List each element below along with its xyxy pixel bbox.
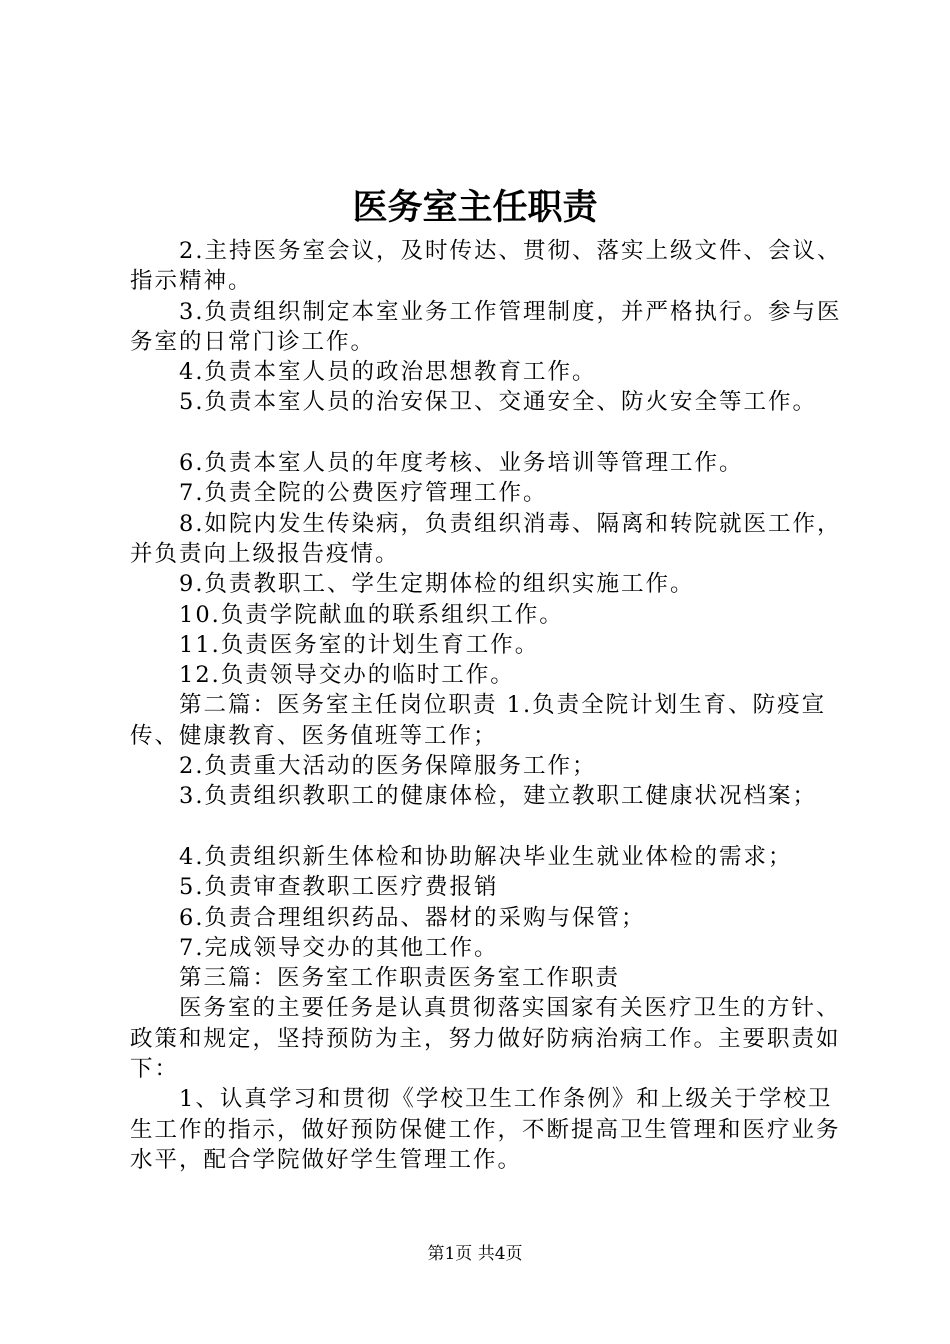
paragraph: 8.如院内发生传染病，负责组织消毒、隔离和转院就医工作，并负责向上级报告疫情。 [130, 510, 842, 567]
paragraph: 2.主持医务室会议，及时传达、贯彻、落实上级文件、会议、指示精神。 [130, 238, 842, 295]
paragraph: 7.完成领导交办的其他工作。 [179, 934, 499, 961]
paragraph: 10.负责学院献血的联系组织工作。 [179, 601, 564, 628]
paragraph: 11.负责医务室的计划生育工作。 [179, 631, 540, 658]
paragraph: 3.负责组织教职工的健康体检，建立教职工健康状况档案； [179, 783, 817, 810]
paragraph: 4.负责本室人员的政治思想教育工作。 [179, 359, 597, 386]
section-heading-3: 第三篇：医务室工作职责医务室工作职责 [179, 965, 621, 992]
paragraph: 6.负责本室人员的年度考核、业务培训等管理工作。 [179, 450, 744, 477]
paragraph: 6.负责合理组织药品、器材的采购与保管； [179, 904, 646, 931]
page-footer: 第1页 共4页 [427, 1244, 523, 1264]
paragraph: 3.负责组织制定本室业务工作管理制度，并严格执行。参与医务室的日常门诊工作。 [130, 298, 842, 355]
paragraph: 7.负责全院的公费医疗管理工作。 [179, 480, 548, 507]
paragraph: 2.负责重大活动的医务保障服务工作； [179, 753, 597, 780]
paragraph: 9.负责教职工、学生定期体检的组织实施工作。 [179, 571, 695, 598]
section-heading-2: 第二篇：医务室主任岗位职责 1.负责全院计划生育、防疫宣传、健康教育、医务值班等工作； [130, 692, 827, 749]
paragraph: 医务室的主要任务是认真贯彻落实国家有关医疗卫生的方针、政策和规定，坚持预防为主，努力做好防病治病工作。主要职责如下： [130, 995, 841, 1083]
paragraph: 4.负责组织新生体检和协助解决毕业生就业体检的需求； [179, 843, 793, 870]
paragraph: 5.负责审查教职工医疗费报销 [179, 874, 499, 901]
document-title: 医务室主任职责 [352, 188, 598, 228]
document-body [130, 236, 850, 1175]
paragraph: 1、认真学习和贯彻《学校卫生工作条例》和上级关于学校卫生工作的指示，做好预防保健工作，不断提高卫生管理和医疗业务水平，配合学院做好学生管理工作。 [130, 1086, 841, 1173]
paragraph: 5.负责本室人员的治安保卫、交通安全、防火安全等工作。 [179, 389, 817, 416]
paragraph: 12.负责领导交办的临时工作。 [179, 662, 515, 689]
